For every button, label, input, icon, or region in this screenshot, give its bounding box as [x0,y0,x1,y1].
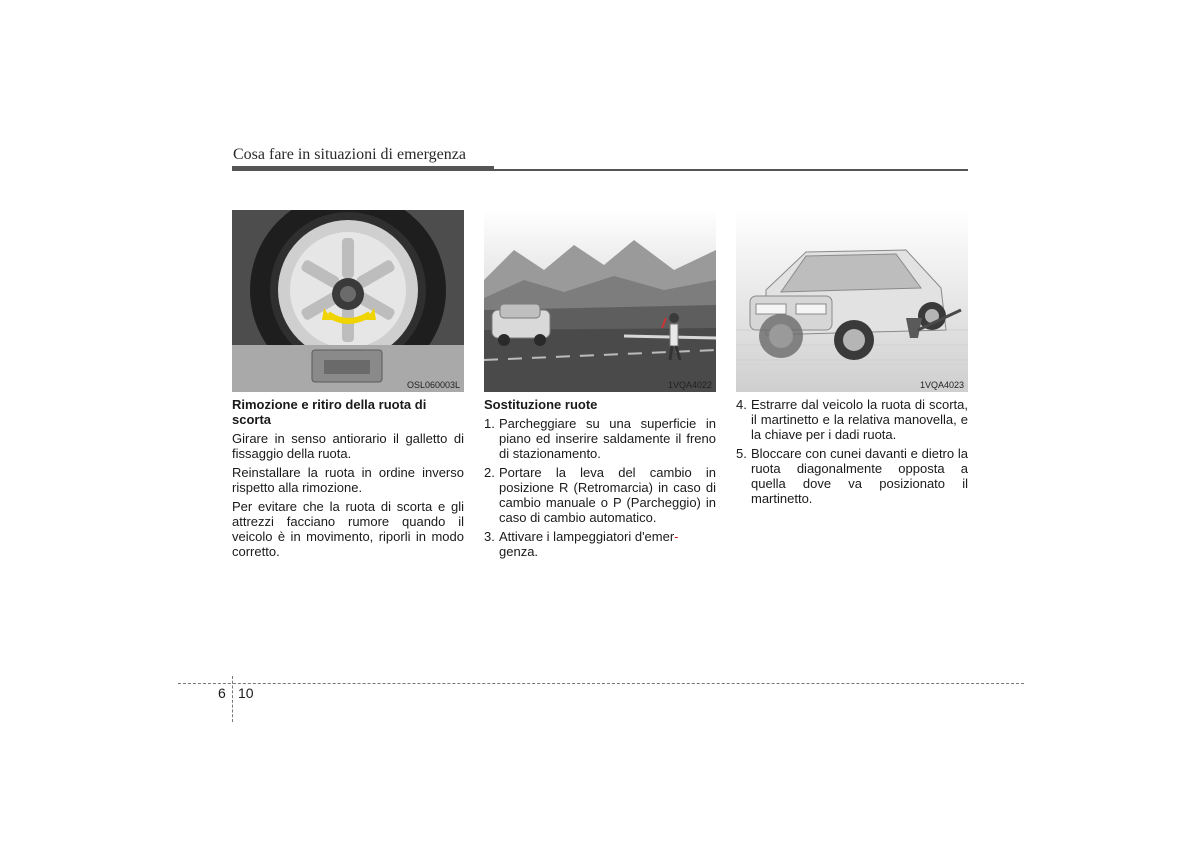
hyphen-mark: - [674,529,679,544]
list-item [736,397,968,442]
footer-rule [178,683,1024,684]
figure-code: 1VQA4023 [919,380,964,390]
step-text: Portare la leva del cambio in posizione R (Retromarcia) in caso di cambio manuale o P (Parcheggio) in caso di cambio automatico. [499,465,716,525]
column-wheel-change [484,397,716,563]
figure-car-jack [736,210,968,392]
page-header-title: Cosa fare in situazioni di emergenza [233,146,466,163]
column-jack-steps [736,397,968,510]
figure-code: 1VQA4022 [667,380,712,390]
spare-tire-icon [232,210,464,392]
list-item [736,446,968,506]
steps-list [484,416,716,559]
paragraph: Reinstallare la ruota in ordine inverso rispetto alla rimozione. [232,465,464,495]
figure-roadside [484,210,716,392]
roadside-stop-icon [484,210,716,392]
section-heading: Sostituzione ruote [484,397,598,412]
car-jack-icon [736,210,968,392]
paragraph: Girare in senso antiorario il galletto di fissaggio della ruota. [232,431,464,461]
figure-spare-tire [232,210,464,392]
list-item [484,529,716,559]
step-number: 2. [484,465,495,480]
figure-code: OSL060003L [406,380,460,390]
step-text: Parcheggiare su una superficie in piano ed inserire saldamente il freno di stazionamento. [499,416,716,461]
step-number: 1. [484,416,495,431]
step-text: Estrarre dal veicolo la ruota di scorta, il martinetto e la relativa manovella, e la chiave per i dadi ruota. [751,397,968,442]
steps-list [736,397,968,506]
paragraph: Per evitare che la ruota di scorta e gli attrezzi facciano rumore quando il veicolo è in movimento, riporli in modo corretto. [232,499,464,559]
step-text: Attivare i lampeggiatori d'emer [499,529,675,544]
list-item [484,416,716,461]
page-number: 10 [238,685,254,701]
step-text: Bloccare con cunei davanti e dietro la ruota diagonalmente opposta a quella dove va posizionato il martinetto. [751,446,968,506]
step-text-end: genza. [499,544,539,559]
header-rule-thin [494,169,968,171]
column-spare-removal [232,397,464,563]
section-heading: Rimozione e ritiro della ruota di scorta [232,397,427,427]
step-number: 4. [736,397,747,412]
list-item [484,465,716,525]
header-rule-thick [232,166,494,171]
section-number: 6 [218,685,226,701]
footer-divider [232,676,233,722]
step-number: 3. [484,529,495,544]
step-number: 5. [736,446,747,461]
